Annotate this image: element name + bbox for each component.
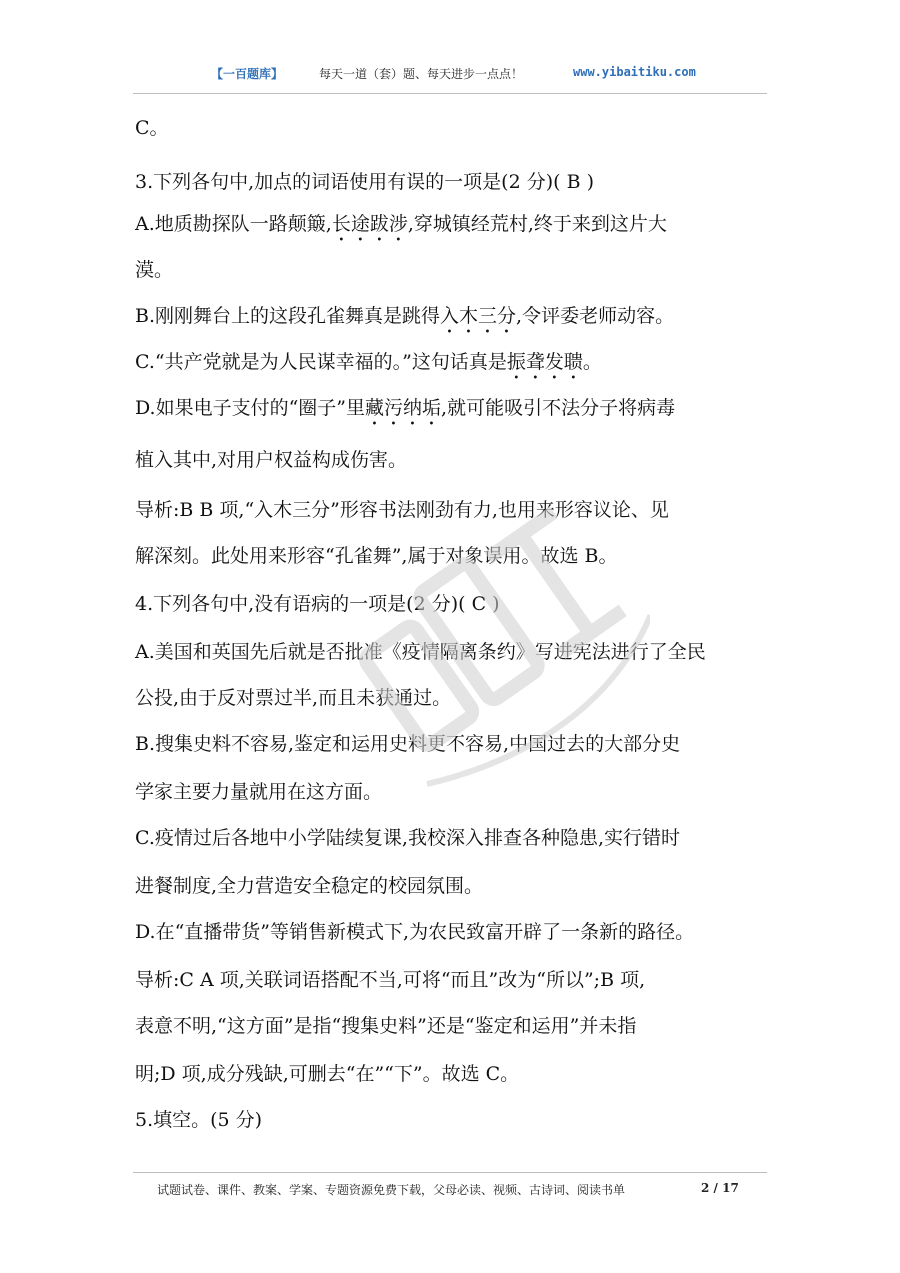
text-segment: ,就可能吸引不法分子将病毒 xyxy=(441,397,676,419)
text-line-q4-d xyxy=(135,920,694,944)
text-segment: 。 xyxy=(582,351,602,373)
text-line-q3-d-1 xyxy=(135,396,675,430)
text-segment: 进餐制度,全力营造安全稳定的校园氛围。 xyxy=(135,875,484,897)
footer-text: 试题试卷、课件、教案、学案、专题资源免费下载，父母必读、视频、古诗词、阅读书单 xyxy=(157,1183,626,1197)
text-line-q3-a-1 xyxy=(135,212,667,246)
text-segment: 导析:B B 项,“入木三分”形容书法刚劲有力,也用来形容议论、见 xyxy=(135,499,669,521)
text-line-q4-a-1 xyxy=(135,640,706,664)
text-line-q4-stem xyxy=(135,592,500,616)
text-segment: C。 xyxy=(135,117,169,139)
page-number: 2 / 17 xyxy=(701,1181,739,1195)
text-segment: 5.填空。(5 分) xyxy=(135,1109,263,1131)
dotted-term: 入木三分 xyxy=(440,305,517,327)
dotted-term: 长途跋涉 xyxy=(331,213,408,235)
text-line-q4-analysis-3 xyxy=(135,1062,519,1086)
text-line-q3-d-2 xyxy=(135,448,407,472)
text-segment: D.在“直播带货”等销售新模式下,为农民致富开辟了一条新的路径。 xyxy=(135,921,695,943)
text-line-q4-a-2 xyxy=(135,686,451,710)
dotted-term: 藏污纳垢 xyxy=(365,397,442,419)
text-line-q3-analysis-1 xyxy=(135,498,669,522)
text-segment: A.美国和英国先后就是否批准《疫情隔离条约》写进宪法进行了全民 xyxy=(135,641,706,663)
text-segment: C.“共产党就是为人民谋幸福的。”这句话真是 xyxy=(135,351,507,373)
text-segment: 4.下列各句中,没有语病的一项是(2 分)( C ) xyxy=(135,593,500,615)
text-segment: ,令评委老师动容。 xyxy=(516,305,675,327)
dotted-term: 振聋发聩 xyxy=(506,351,583,373)
text-segment: B.刚刚舞台上的这段孔雀舞真是跳得 xyxy=(135,305,441,327)
text-segment: B.搜集史料不容易,鉴定和运用史料更不容易,中国过去的大部分史 xyxy=(135,733,681,755)
text-segment: C.疫情过后各地中小学陆续复课,我校深入排查各种隐患,实行错时 xyxy=(135,827,680,849)
text-segment: 明;D 项,成分残缺,可删去“在”“下”。故选 C。 xyxy=(135,1063,520,1085)
text-segment: 3.下列各句中,加点的词语使用有误的一项是(2 分)( B ) xyxy=(135,171,594,193)
text-line-q4-b-1 xyxy=(135,732,680,756)
text-line-q4-c-2 xyxy=(135,874,483,898)
text-line-q3-stem xyxy=(135,170,594,194)
page-footer xyxy=(133,1172,767,1203)
text-segment: 学家主要力量就用在这方面。 xyxy=(135,781,383,803)
text-line-answer-tail xyxy=(135,116,169,140)
text-line-q3-analysis-2 xyxy=(135,544,617,568)
text-segment: A.地质勘探队一路颠簸, xyxy=(135,213,332,235)
text-segment: 植入其中,对用户权益构成伤害。 xyxy=(135,449,408,471)
text-line-q3-b xyxy=(135,304,674,338)
text-segment: 公投,由于反对票过半,而且未获通过。 xyxy=(135,687,452,709)
brand-label: 【一百题库】 xyxy=(211,67,284,81)
page-header xyxy=(133,55,767,94)
website-link[interactable]: www.yibaitiku.com xyxy=(573,65,696,79)
text-line-q3-c xyxy=(135,350,602,384)
text-line-q4-c-1 xyxy=(135,826,680,850)
text-segment: 表意不明,“这方面”是指“搜集史料”还是“鉴定和运用”并未指 xyxy=(135,1015,637,1037)
text-segment: D.如果电子支付的“圈子”里 xyxy=(135,397,366,419)
text-line-q4-b-2 xyxy=(135,780,382,804)
text-line-q3-a-2 xyxy=(135,258,173,282)
text-segment: ,穿城镇经荒村,终于来到这片大 xyxy=(407,213,667,235)
text-line-q5-stem xyxy=(135,1108,262,1132)
text-segment: 漠。 xyxy=(135,259,174,281)
header-slogan: 每天一道（套）题、每天进步一点点！ xyxy=(319,67,524,81)
text-segment: 导析:C A 项,关联词语搭配不当,可将“而且”改为“所以”;B 项, xyxy=(135,969,646,991)
text-line-q4-analysis-1 xyxy=(135,968,645,992)
text-line-q4-analysis-2 xyxy=(135,1014,636,1038)
text-segment: 解深刻。此处用来形容“孔雀舞”,属于对象误用。故选 B。 xyxy=(135,545,618,567)
